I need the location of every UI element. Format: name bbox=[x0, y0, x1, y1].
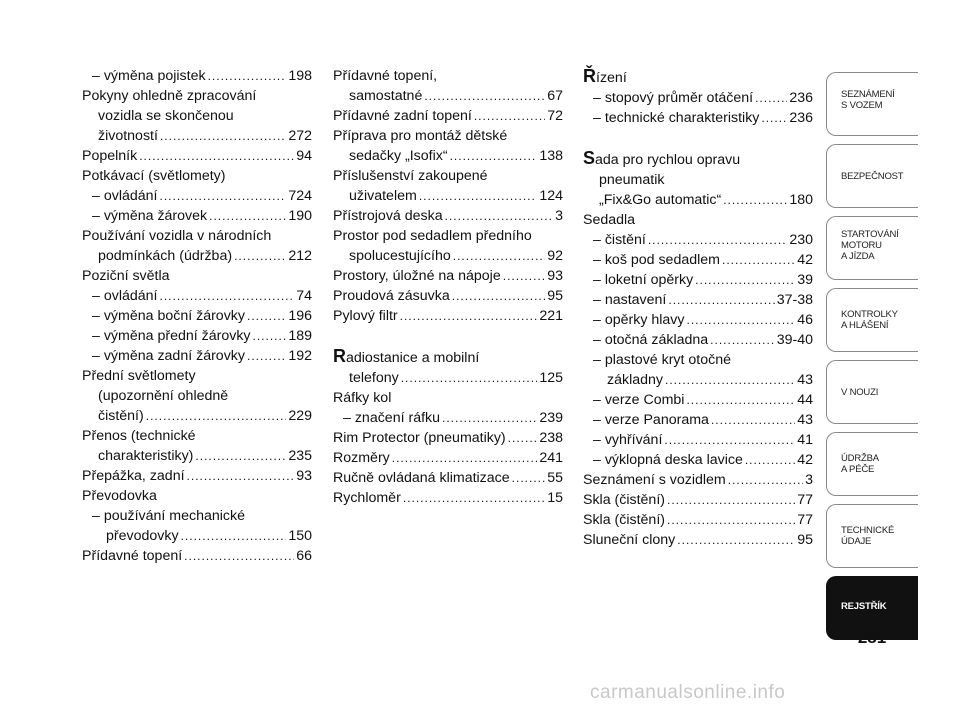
index-heading: Potkávací (světlomety) bbox=[82, 168, 226, 184]
tab-udrzba[interactable]: ÚDRŽBA A PÉČE bbox=[826, 432, 918, 496]
index-heading: Převodovka bbox=[82, 488, 157, 504]
page-ref[interactable]: 229 bbox=[288, 408, 312, 424]
page-ref[interactable]: 15 bbox=[547, 490, 563, 506]
index-entry: Popelník ..... 94 bbox=[82, 146, 312, 166]
index-entry: Ručně ovládaná klimatizace ..... 55 bbox=[333, 468, 563, 488]
index-entry: Přídavné zadní topení ..... 72 bbox=[333, 106, 563, 126]
index-column-2 bbox=[333, 66, 563, 508]
index-entry: – výměna zadní žárovky ..... 192 bbox=[82, 346, 312, 366]
page-ref[interactable]: 236 bbox=[789, 110, 813, 126]
index-entry: – technické charakteristiky ..... 236 bbox=[583, 108, 813, 128]
page-ref[interactable]: 93 bbox=[296, 468, 312, 484]
index-entry: Používání vozidla v národních podmínkách (údržba) ..... 212 bbox=[82, 226, 312, 266]
index-entry: – vyhřívání ..... 41 bbox=[583, 430, 813, 450]
index-entry: Přídavné topení, samostatné ..... 67 bbox=[333, 66, 563, 106]
page-ref[interactable]: 72 bbox=[547, 108, 563, 124]
page-ref[interactable]: 67 bbox=[547, 88, 563, 104]
index-entry: Sluneční clony ..... 95 bbox=[583, 530, 813, 550]
page-ref[interactable]: 198 bbox=[288, 68, 312, 84]
page-ref[interactable]: 93 bbox=[547, 268, 563, 284]
page-ref[interactable]: 150 bbox=[288, 528, 312, 544]
index-entry: – otočná základna ..... 39-40 bbox=[583, 330, 813, 350]
index-entry: Sada pro rychlou opravu pneumatik „Fix&Go automatic“ ..... 180 bbox=[583, 148, 813, 210]
page-ref[interactable]: 138 bbox=[539, 148, 563, 164]
index-entry: – ovládání ..... 74 bbox=[82, 286, 312, 306]
page-ref[interactable]: 724 bbox=[288, 188, 312, 204]
index-entry: – verze Combi ..... 44 bbox=[583, 390, 813, 410]
section-letter: S bbox=[583, 148, 596, 168]
index-entry: – výměna žárovek ..... 190 bbox=[82, 206, 312, 226]
index-entry: – nastavení ..... 37-38 bbox=[583, 290, 813, 310]
page-ref[interactable]: 221 bbox=[539, 308, 563, 324]
page-ref[interactable]: 66 bbox=[296, 548, 312, 564]
tab-v-nouzi[interactable]: V NOUZI bbox=[826, 360, 918, 424]
index-entry: Radiostanice a mobilní telefony ..... 125 bbox=[333, 346, 563, 388]
index-heading: Sedadla bbox=[583, 212, 636, 228]
page-ref[interactable]: 235 bbox=[288, 448, 312, 464]
tab-rejstrik[interactable]: REJSTŘÍK bbox=[826, 576, 918, 640]
page-ref[interactable]: 189 bbox=[288, 328, 312, 344]
section-letter: R bbox=[333, 346, 346, 366]
index-entry: – verze Panorama ..... 43 bbox=[583, 410, 813, 430]
page-ref[interactable]: 236 bbox=[789, 90, 813, 106]
tab-technicke-udaje[interactable]: TECHNICKÉ ÚDAJE bbox=[826, 504, 918, 568]
page-ref[interactable]: 44 bbox=[797, 392, 813, 408]
index-entry: – výměna přední žárovky ..... 189 bbox=[82, 326, 312, 346]
page-ref[interactable]: 37-38 bbox=[776, 292, 813, 308]
index-entry: Seznámení s vozidlem ..... 3 bbox=[583, 470, 813, 490]
index-entry: Přepážka, zadní ..... 93 bbox=[82, 466, 312, 486]
index-entry: – stopový průměr otáčení ..... 236 bbox=[583, 88, 813, 108]
page-ref[interactable]: 239 bbox=[539, 410, 563, 426]
section-tabs bbox=[826, 72, 918, 648]
page-ref[interactable]: 180 bbox=[789, 192, 813, 208]
index-entry: Prostory, úložné na nápoje ..... 93 bbox=[333, 266, 563, 286]
page-ref[interactable]: 41 bbox=[797, 432, 813, 448]
section-letter: Ř bbox=[583, 66, 596, 86]
tab-startovani-motoru[interactable]: STARTOVÁNÍ MOTORU A JÍZDA bbox=[826, 216, 918, 280]
index-heading: Řízení bbox=[583, 66, 627, 86]
index-entry: Pylový filtr ..... 221 bbox=[333, 306, 563, 326]
index-entry: Rim Protector (pneumatiky) ..... 238 bbox=[333, 428, 563, 448]
index-entry: – čistění ..... 230 bbox=[583, 230, 813, 250]
page-ref[interactable]: 272 bbox=[288, 128, 312, 144]
index-entry: – výměna pojistek ..... 198 bbox=[82, 66, 312, 86]
page-ref[interactable]: 39 bbox=[797, 272, 813, 288]
page-ref[interactable]: 43 bbox=[797, 412, 813, 428]
page-ref[interactable]: 43 bbox=[797, 372, 813, 388]
page-ref[interactable]: 55 bbox=[547, 470, 563, 486]
page-ref[interactable]: 190 bbox=[288, 208, 312, 224]
index-entry: Pokyny ohledně zpracování vozidla se skončenou životností ..... 272 bbox=[82, 86, 312, 146]
index-entry: Skla (čistění) ..... 77 bbox=[583, 510, 813, 530]
page-ref[interactable]: 42 bbox=[797, 252, 813, 268]
index-entry: Přenos (technické charakteristiky) ..... 235 bbox=[82, 426, 312, 466]
page-ref[interactable]: 238 bbox=[539, 430, 563, 446]
page-ref[interactable]: 77 bbox=[797, 512, 813, 528]
index-entry: – opěrky hlavy ..... 46 bbox=[583, 310, 813, 330]
index-entry: Proudová zásuvka ..... 95 bbox=[333, 286, 563, 306]
page-ref[interactable]: 196 bbox=[288, 308, 312, 324]
page-ref[interactable]: 94 bbox=[296, 148, 312, 164]
page-ref[interactable]: 95 bbox=[797, 532, 813, 548]
page-ref[interactable]: 92 bbox=[547, 248, 563, 264]
index-entry: – plastové kryt otočné základny ..... 43 bbox=[583, 350, 813, 390]
index-entry: – používání mechanické převodovky ..... 150 bbox=[82, 506, 312, 546]
index-entry: – výměna boční žárovky ..... 196 bbox=[82, 306, 312, 326]
index-entry: Přídavné topení ..... 66 bbox=[82, 546, 312, 566]
index-column-1 bbox=[82, 66, 312, 566]
index-entry: – ovládání ..... 724 bbox=[82, 186, 312, 206]
page-ref[interactable]: 3 bbox=[805, 472, 813, 488]
index-heading: Ráfky kol bbox=[333, 390, 392, 406]
index-entry: Prostor pod sedadlem předního spolucestujícího ..... 92 bbox=[333, 226, 563, 266]
page-ref[interactable]: 3 bbox=[555, 208, 563, 224]
page-number: 281 bbox=[857, 628, 887, 647]
index-entry: Příslušenství zakoupené uživatelem ..... 124 bbox=[333, 166, 563, 206]
page-ref[interactable]: 74 bbox=[296, 288, 312, 304]
page-ref[interactable]: 230 bbox=[789, 232, 813, 248]
page-ref[interactable]: 212 bbox=[288, 248, 312, 264]
page-ref[interactable]: 77 bbox=[797, 492, 813, 508]
index-entry: Příprava pro montáž dětské sedačky „Isofix“ ..... 138 bbox=[333, 126, 563, 166]
page-ref[interactable]: 124 bbox=[539, 188, 563, 204]
page-ref[interactable]: 95 bbox=[547, 288, 563, 304]
tab-bezpecnost[interactable]: BEZPEČNOST bbox=[826, 144, 918, 208]
page-ref[interactable]: 46 bbox=[797, 312, 813, 328]
page-ref[interactable]: 125 bbox=[539, 370, 563, 386]
page-ref[interactable]: 192 bbox=[288, 348, 312, 364]
page-ref[interactable]: 241 bbox=[539, 450, 563, 466]
watermark: carmanualsonline.info bbox=[590, 682, 786, 703]
index-entry: – značení ráfku ..... 239 bbox=[333, 408, 563, 428]
index-heading: Poziční světla bbox=[82, 268, 170, 284]
index-entry: – výklopná deska lavice ..... 42 bbox=[583, 450, 813, 470]
index-entry: Přístrojová deska ..... 3 bbox=[333, 206, 563, 226]
index-column-3 bbox=[583, 66, 813, 550]
index-entry: Rozměry ..... 241 bbox=[333, 448, 563, 468]
page-ref[interactable]: 39-40 bbox=[776, 332, 813, 348]
index-entry: Skla (čistění) ..... 77 bbox=[583, 490, 813, 510]
tab-seznameni-s-vozem[interactable]: SEZNÁMENÍ S VOZEM bbox=[826, 72, 918, 136]
index-entry: Rychloměr ..... 15 bbox=[333, 488, 563, 508]
index-entry: – koš pod sedadlem ..... 42 bbox=[583, 250, 813, 270]
page-ref[interactable]: 42 bbox=[797, 452, 813, 468]
index-entry: – loketní opěrky ..... 39 bbox=[583, 270, 813, 290]
tab-kontrolky[interactable]: KONTROLKY A HLÁŠENÍ bbox=[826, 288, 918, 352]
index-entry: Přední světlomety (upozornění ohledně čistění) ..... 229 bbox=[82, 366, 312, 426]
